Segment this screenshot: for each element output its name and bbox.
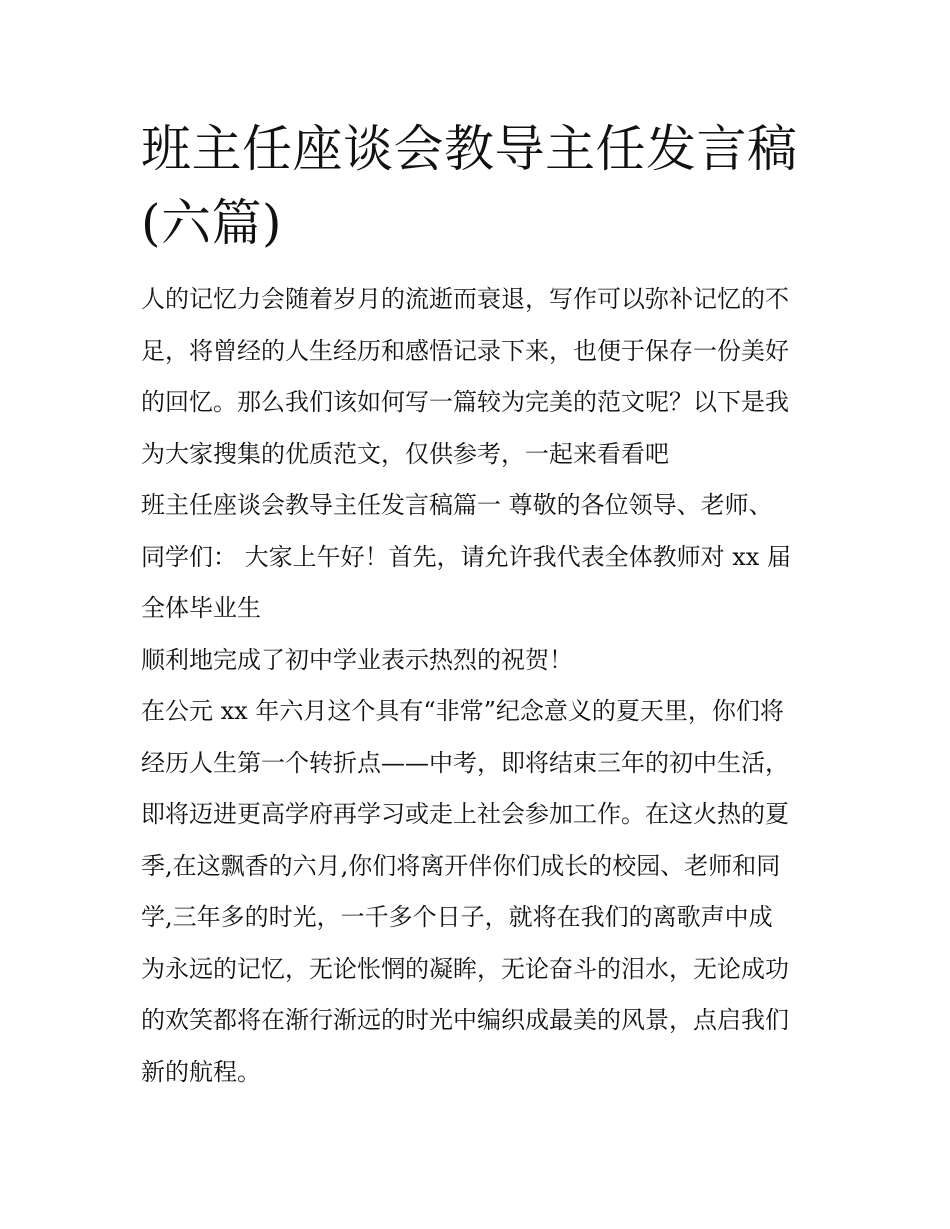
- document-body: [141, 274, 821, 1098]
- paragraph-congratulation: 顺利地完成了初中学业表示热烈的祝贺！: [141, 645, 573, 674]
- paragraph-intro: 人的记忆力会随着岁月的流逝而衰退，写作可以弥补记忆的不 足，将曾经的人生经历和感悟记录下来，也便于保存一份美好 的回忆。那么我们该如何写一篇较为完美的范文呢？以下是我 为大家搜集的优质范文，仅供参考，一起来看看吧: [141, 285, 789, 468]
- paragraph-greeting: 班主任座谈会教导主任发言稿篇一 尊敬的各位领导、老师、 同学们： 大家上午好！首先，请允许我代表全体教师对 xx 届 全体毕业生: [141, 491, 791, 622]
- document-page: [141, 112, 821, 1098]
- document-title: 班主任座谈会教导主任发言稿 (六篇): [141, 120, 798, 252]
- paragraph-main: 在公元 xx 年六月这个具有“非常”纪念意义的夏天里，你们将 经历人生第一个转折点——中考，即将结束三年的初中生活， 即将迈进更高学府再学习或走上社会参加工作。在这火热的夏 季,在这飘香的六月,你们将离开伴你们成长的校园、老师和同 学,三年多的时光，一千多个日子，就将在我们的离歌声中成 为永远的记忆，无论怅惘的凝眸，无论奋斗的泪水，无论成功 的欢笑都将在渐行渐远的时光中编织成最美的风景，点启我们 新的航程。: [141, 697, 789, 1086]
